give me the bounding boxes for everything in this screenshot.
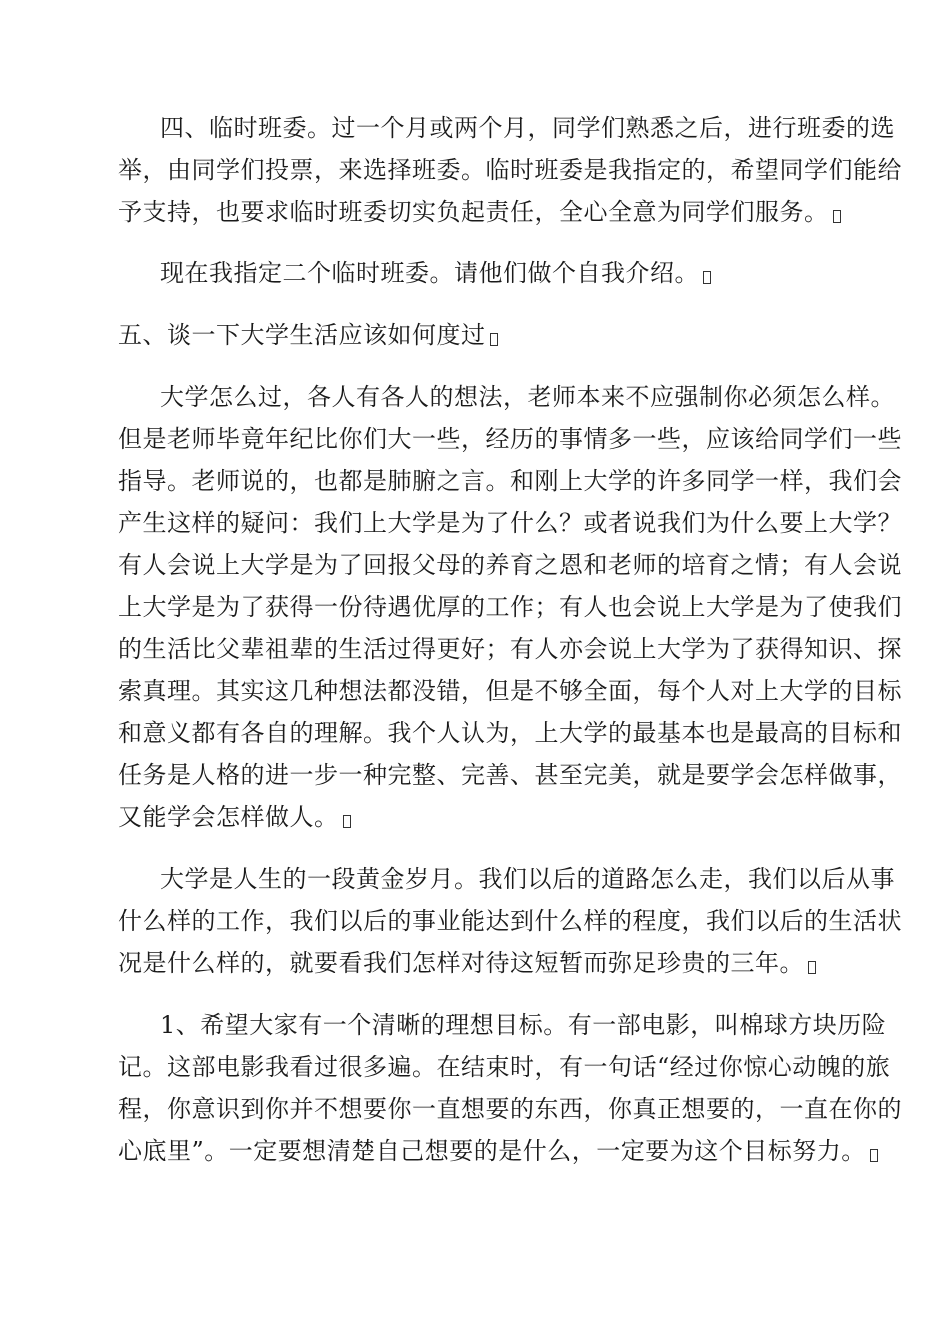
paragraph-goal-line-1: [160, 1004, 886, 1046]
text-line: 又能学会怎样做人。: [118, 803, 339, 831]
paragraph-intro-line-1: [160, 252, 711, 294]
paragraph-goal-line-3: [118, 1088, 902, 1130]
paragraph-mark-icon: [870, 1149, 878, 1162]
paragraph-mark-icon: [833, 210, 841, 223]
paragraph-goal-line-2: [118, 1046, 890, 1088]
text-line: 况是什么样的，就要看我们怎样对待这短暂而弥足珍贵的三年。: [118, 949, 804, 977]
text-line: 和意义都有各自的理解。我个人认为，上大学的最基本也是最高的目标和: [118, 719, 902, 747]
text-line: 四、临时班委。过一个月或两个月，同学们熟悉之后，进行班委的选: [160, 114, 895, 142]
text-line: 任务是人格的进一步一种完整、完善、甚至完美，就是要学会怎样做事，: [118, 761, 902, 789]
paragraph-golden-line-2: [118, 900, 902, 942]
paragraph-college-line-5: [118, 544, 902, 586]
text-line: 五、谈一下大学生活应该如何度过: [118, 321, 486, 349]
text-line: 心底里”。一定要想清楚自己想要的是什么，一定要为这个目标努力。: [118, 1137, 866, 1165]
text-line: 大学是人生的一段黄金岁月。我们以后的道路怎么走，我们以后从事: [160, 865, 895, 893]
paragraph-4-line-1: [160, 107, 895, 149]
text-line: 什么样的工作，我们以后的事业能达到什么样的程度，我们以后的生活状: [118, 907, 902, 935]
text-line: 记。这部电影我看过很多遍。在结束时，有一句话“经过你惊心动魄的旅: [118, 1053, 891, 1081]
text-line: 现在我指定二个临时班委。请他们做个自我介绍。: [160, 259, 699, 287]
text-line: 予支持，也要求临时班委切实负起责任，全心全意为同学们服务。: [118, 198, 829, 226]
paragraph-golden-line-3: [118, 942, 816, 984]
text-line: 的生活比父辈祖辈的生活过得更好；有人亦会说上大学为了获得知识、探: [118, 635, 902, 663]
text-line: 举，由同学们投票，来选择班委。临时班委是我指定的，希望同学们能给: [118, 156, 902, 184]
text-line: 但是老师毕竟年纪比你们大一些，经历的事情多一些，应该给同学们一些: [118, 425, 902, 453]
paragraph-college-line-6: [118, 586, 902, 628]
paragraph-4-line-2: [118, 149, 902, 191]
paragraph-college-line-7: [118, 628, 902, 670]
text-line: 上大学是为了获得一份待遇优厚的工作；有人也会说上大学是为了使我们: [118, 593, 902, 621]
paragraph-mark-icon: [343, 815, 351, 828]
paragraph-college-line-9: [118, 712, 902, 754]
section-5-heading: [118, 314, 498, 356]
paragraph-college-line-1: [160, 376, 895, 418]
paragraph-mark-icon: [808, 961, 816, 974]
paragraph-college-line-4: [118, 502, 902, 544]
paragraph-college-line-10: [118, 754, 902, 796]
paragraph-college-line-8: [118, 670, 902, 712]
text-line: 大学怎么过，各人有各人的想法，老师本来不应强制你必须怎么样。: [160, 383, 895, 411]
text-line: 产生这样的疑问：我们上大学是为了什么？或者说我们为什么要上大学？: [118, 509, 902, 537]
text-line: 程，你意识到你并不想要你一直想要的东西，你真正想要的，一直在你的: [118, 1095, 902, 1123]
paragraph-college-line-3: [118, 460, 902, 502]
paragraph-4-line-3: [118, 191, 841, 233]
text-line: 有人会说上大学是为了回报父母的养育之恩和老师的培育之情；有人会说: [118, 551, 902, 579]
paragraph-college-line-2: [118, 418, 902, 460]
text-line: 指导。老师说的，也都是肺腑之言。和刚上大学的许多同学一样，我们会: [118, 467, 902, 495]
paragraph-mark-icon: [490, 333, 498, 346]
text-line: 索真理。其实这几种想法都没错，但是不够全面，每个人对上大学的目标: [118, 677, 902, 705]
paragraph-college-line-11: [118, 796, 351, 838]
text-line: 1、希望大家有一个清晰的理想目标。有一部电影，叫棉球方块历险: [160, 1011, 887, 1039]
paragraph-goal-line-4: [118, 1130, 878, 1172]
paragraph-mark-icon: [703, 271, 711, 284]
paragraph-golden-line-1: [160, 858, 895, 900]
